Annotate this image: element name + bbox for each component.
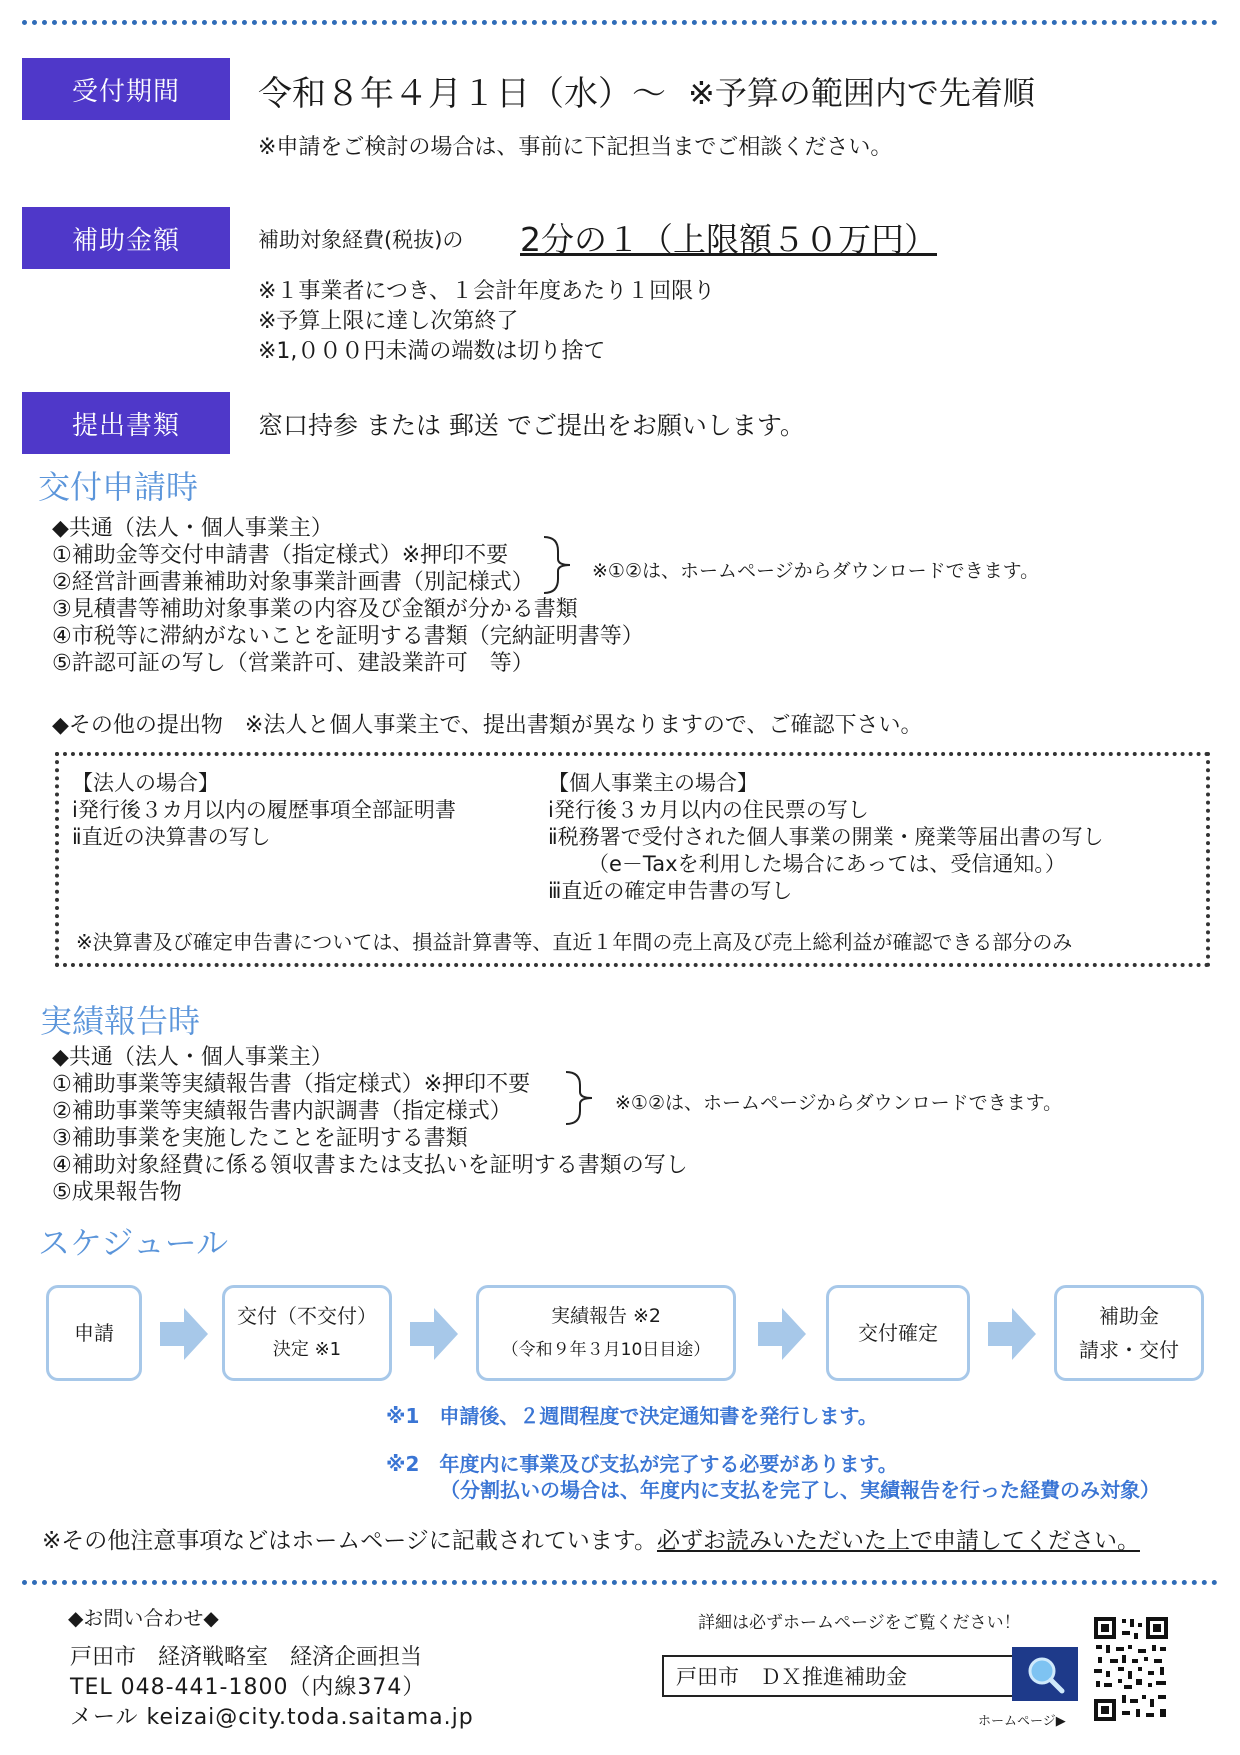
report-item-4: ④補助対象経費に係る領収書または支払いを証明する書類の写し bbox=[52, 1153, 688, 1178]
step-payment-line2: 請求・交付 bbox=[1079, 1338, 1179, 1362]
application-item-5: ⑤許認可証の写し（営業許可、建設業許可 等） bbox=[52, 651, 534, 676]
application-download-note: ※①②は、ホームページからダウンロードできます。 bbox=[592, 560, 1040, 582]
period-note: ※申請をご検討の場合は、事前に下記担当までご相談ください。 bbox=[258, 135, 893, 160]
application-other-header: ◆その他の提出物 ※法人と個人事業主で、提出書類が異なりますので、ご確認下さい。 bbox=[52, 713, 923, 738]
schedule-note-2a: ※2 年度内に事業及び支払が完了する必要があります。 bbox=[386, 1452, 898, 1476]
report-item-2: ②補助事業等実績報告書内訳調書（指定様式） bbox=[52, 1099, 512, 1124]
indiv-item-2-note: （e－Taxを利用した場合にあっては、受信通知。） bbox=[588, 852, 1066, 876]
step-application-label: 申請 bbox=[74, 1321, 114, 1345]
schedule-title: スケジュール bbox=[38, 1224, 229, 1262]
corp-item-1: ⅰ発行後３カ月以内の履歴事項全部証明書 bbox=[72, 798, 456, 822]
contact-tel: TEL 048-441-1800（内線374） bbox=[70, 1675, 426, 1700]
report-item-1: ①補助事業等実績報告書（指定様式）※押印不要 bbox=[52, 1072, 531, 1097]
amount-note-2: ※予算上限に達し次第終了 bbox=[258, 309, 519, 334]
footer-note-a: ※その他注意事項などはホームページに記載されています。 bbox=[42, 1528, 657, 1554]
schedule-note-1: ※1 申請後、２週間程度で決定通知書を発行します。 bbox=[386, 1404, 878, 1428]
indiv-title: 【個人事業主の場合】 bbox=[548, 771, 758, 795]
arrow-icon bbox=[988, 1308, 1036, 1360]
search-icon bbox=[1012, 1647, 1078, 1701]
amount-note-3: ※1,０００円未満の端数は切り捨て bbox=[258, 339, 606, 364]
period-date: 令和８年４月１日（水）～ bbox=[258, 74, 666, 114]
report-item-3: ③補助事業を実施したことを証明する書類 bbox=[52, 1126, 468, 1151]
contact-mail: メール keizai@city.toda.saitama.jp bbox=[70, 1705, 474, 1730]
amount-prefix: 補助対象経費(税抜)の bbox=[258, 228, 464, 252]
web-prompt: 詳細は必ずホームページをご覧ください！ bbox=[698, 1613, 1021, 1633]
application-item-3: ③見積書等補助対象事業の内容及び金額が分かる書類 bbox=[52, 597, 578, 622]
step-report-line1: 実績報告 ※2 bbox=[550, 1305, 662, 1327]
schedule-note-2b: （分割払いの場合は、年度内に支払を完了し、実績報告を行った経費のみ対象） bbox=[440, 1478, 1160, 1502]
arrow-icon bbox=[758, 1308, 806, 1360]
amount-value: 2分の１（上限額５０万円） bbox=[520, 220, 937, 259]
corp-list bbox=[72, 770, 456, 851]
amount-note-1: ※１事業者につき、１会計年度あたり１回限り bbox=[258, 279, 716, 304]
step-decision-line1: 交付（不交付） bbox=[237, 1304, 377, 1328]
period-priority: ※予算の範囲内で先着順 bbox=[688, 74, 1035, 112]
step-decision-line2: 決定 ※1 bbox=[272, 1339, 342, 1360]
application-brace-icon bbox=[540, 535, 580, 595]
amount-badge: 補助金額 bbox=[22, 207, 230, 269]
step-application bbox=[46, 1285, 142, 1381]
application-title: 交付申請時 bbox=[38, 468, 199, 506]
indiv-item-2: ⅱ税務署で受付された個人事業の開業・廃業等届出書の写し bbox=[548, 825, 1104, 849]
arrow-icon bbox=[410, 1308, 458, 1360]
bottom-divider bbox=[22, 1580, 1218, 1585]
application-item-2: ②経営計画書兼補助対象事業計画書（別記様式） bbox=[52, 570, 534, 595]
step-decision bbox=[222, 1285, 392, 1381]
step-confirm bbox=[826, 1285, 970, 1381]
corp-title: 【法人の場合】 bbox=[72, 771, 219, 795]
application-common-header: ◆共通（法人・個人事業主） bbox=[52, 516, 333, 541]
application-item-1: ①補助金等交付申請書（指定様式）※押印不要 bbox=[52, 543, 509, 568]
top-divider bbox=[22, 20, 1218, 25]
application-item-4: ④市税等に滞納がないことを証明する書類（完納証明書等） bbox=[52, 624, 644, 649]
search-input[interactable]: 戸田市 ＤＸ推進補助金 bbox=[662, 1655, 1014, 1697]
report-item-5: ⑤成果報告物 bbox=[52, 1180, 182, 1205]
box-note: ※決算書及び確定申告書については、損益計算書等、直近１年間の売上高及び売上総利益が確認できる部分のみ bbox=[76, 930, 1073, 954]
homepage-link[interactable]: ホームページ▶ bbox=[978, 1714, 1066, 1729]
step-report bbox=[476, 1285, 736, 1381]
report-title: 実績報告時 bbox=[40, 1002, 201, 1040]
contact-dept: 戸田市 経済戦略室 経済企画担当 bbox=[70, 1645, 423, 1670]
indiv-list bbox=[548, 770, 1104, 905]
contact-header: ◆お問い合わせ◆ bbox=[68, 1606, 219, 1630]
indiv-item-1: ⅰ発行後３カ月以内の住民票の写し bbox=[548, 798, 869, 822]
report-brace-icon bbox=[562, 1070, 602, 1126]
report-download-note: ※①②は、ホームページからダウンロードできます。 bbox=[615, 1092, 1063, 1114]
qr-code-icon bbox=[1092, 1615, 1170, 1723]
report-common-header: ◆共通（法人・個人事業主） bbox=[52, 1045, 333, 1070]
indiv-item-3: ⅲ直近の確定申告書の写し bbox=[548, 879, 793, 903]
search-button[interactable] bbox=[1012, 1647, 1078, 1701]
footer-note bbox=[42, 1522, 1140, 1555]
step-confirm-label: 交付確定 bbox=[858, 1321, 938, 1345]
arrow-icon bbox=[160, 1308, 208, 1360]
step-payment-line1: 補助金 bbox=[1099, 1304, 1159, 1328]
step-payment bbox=[1054, 1285, 1204, 1381]
documents-badge: 提出書類 bbox=[22, 392, 230, 454]
corp-item-2: ⅱ直近の決算書の写し bbox=[72, 825, 271, 849]
footer-note-b: 必ずお読みいただいた上で申請してください。 bbox=[656, 1528, 1140, 1554]
documents-method: 窓口持参 または 郵送 でご提出をお願いします。 bbox=[258, 411, 805, 440]
step-report-line2: （令和９年３月10日目途） bbox=[501, 1340, 711, 1360]
period-badge: 受付期間 bbox=[22, 58, 230, 120]
